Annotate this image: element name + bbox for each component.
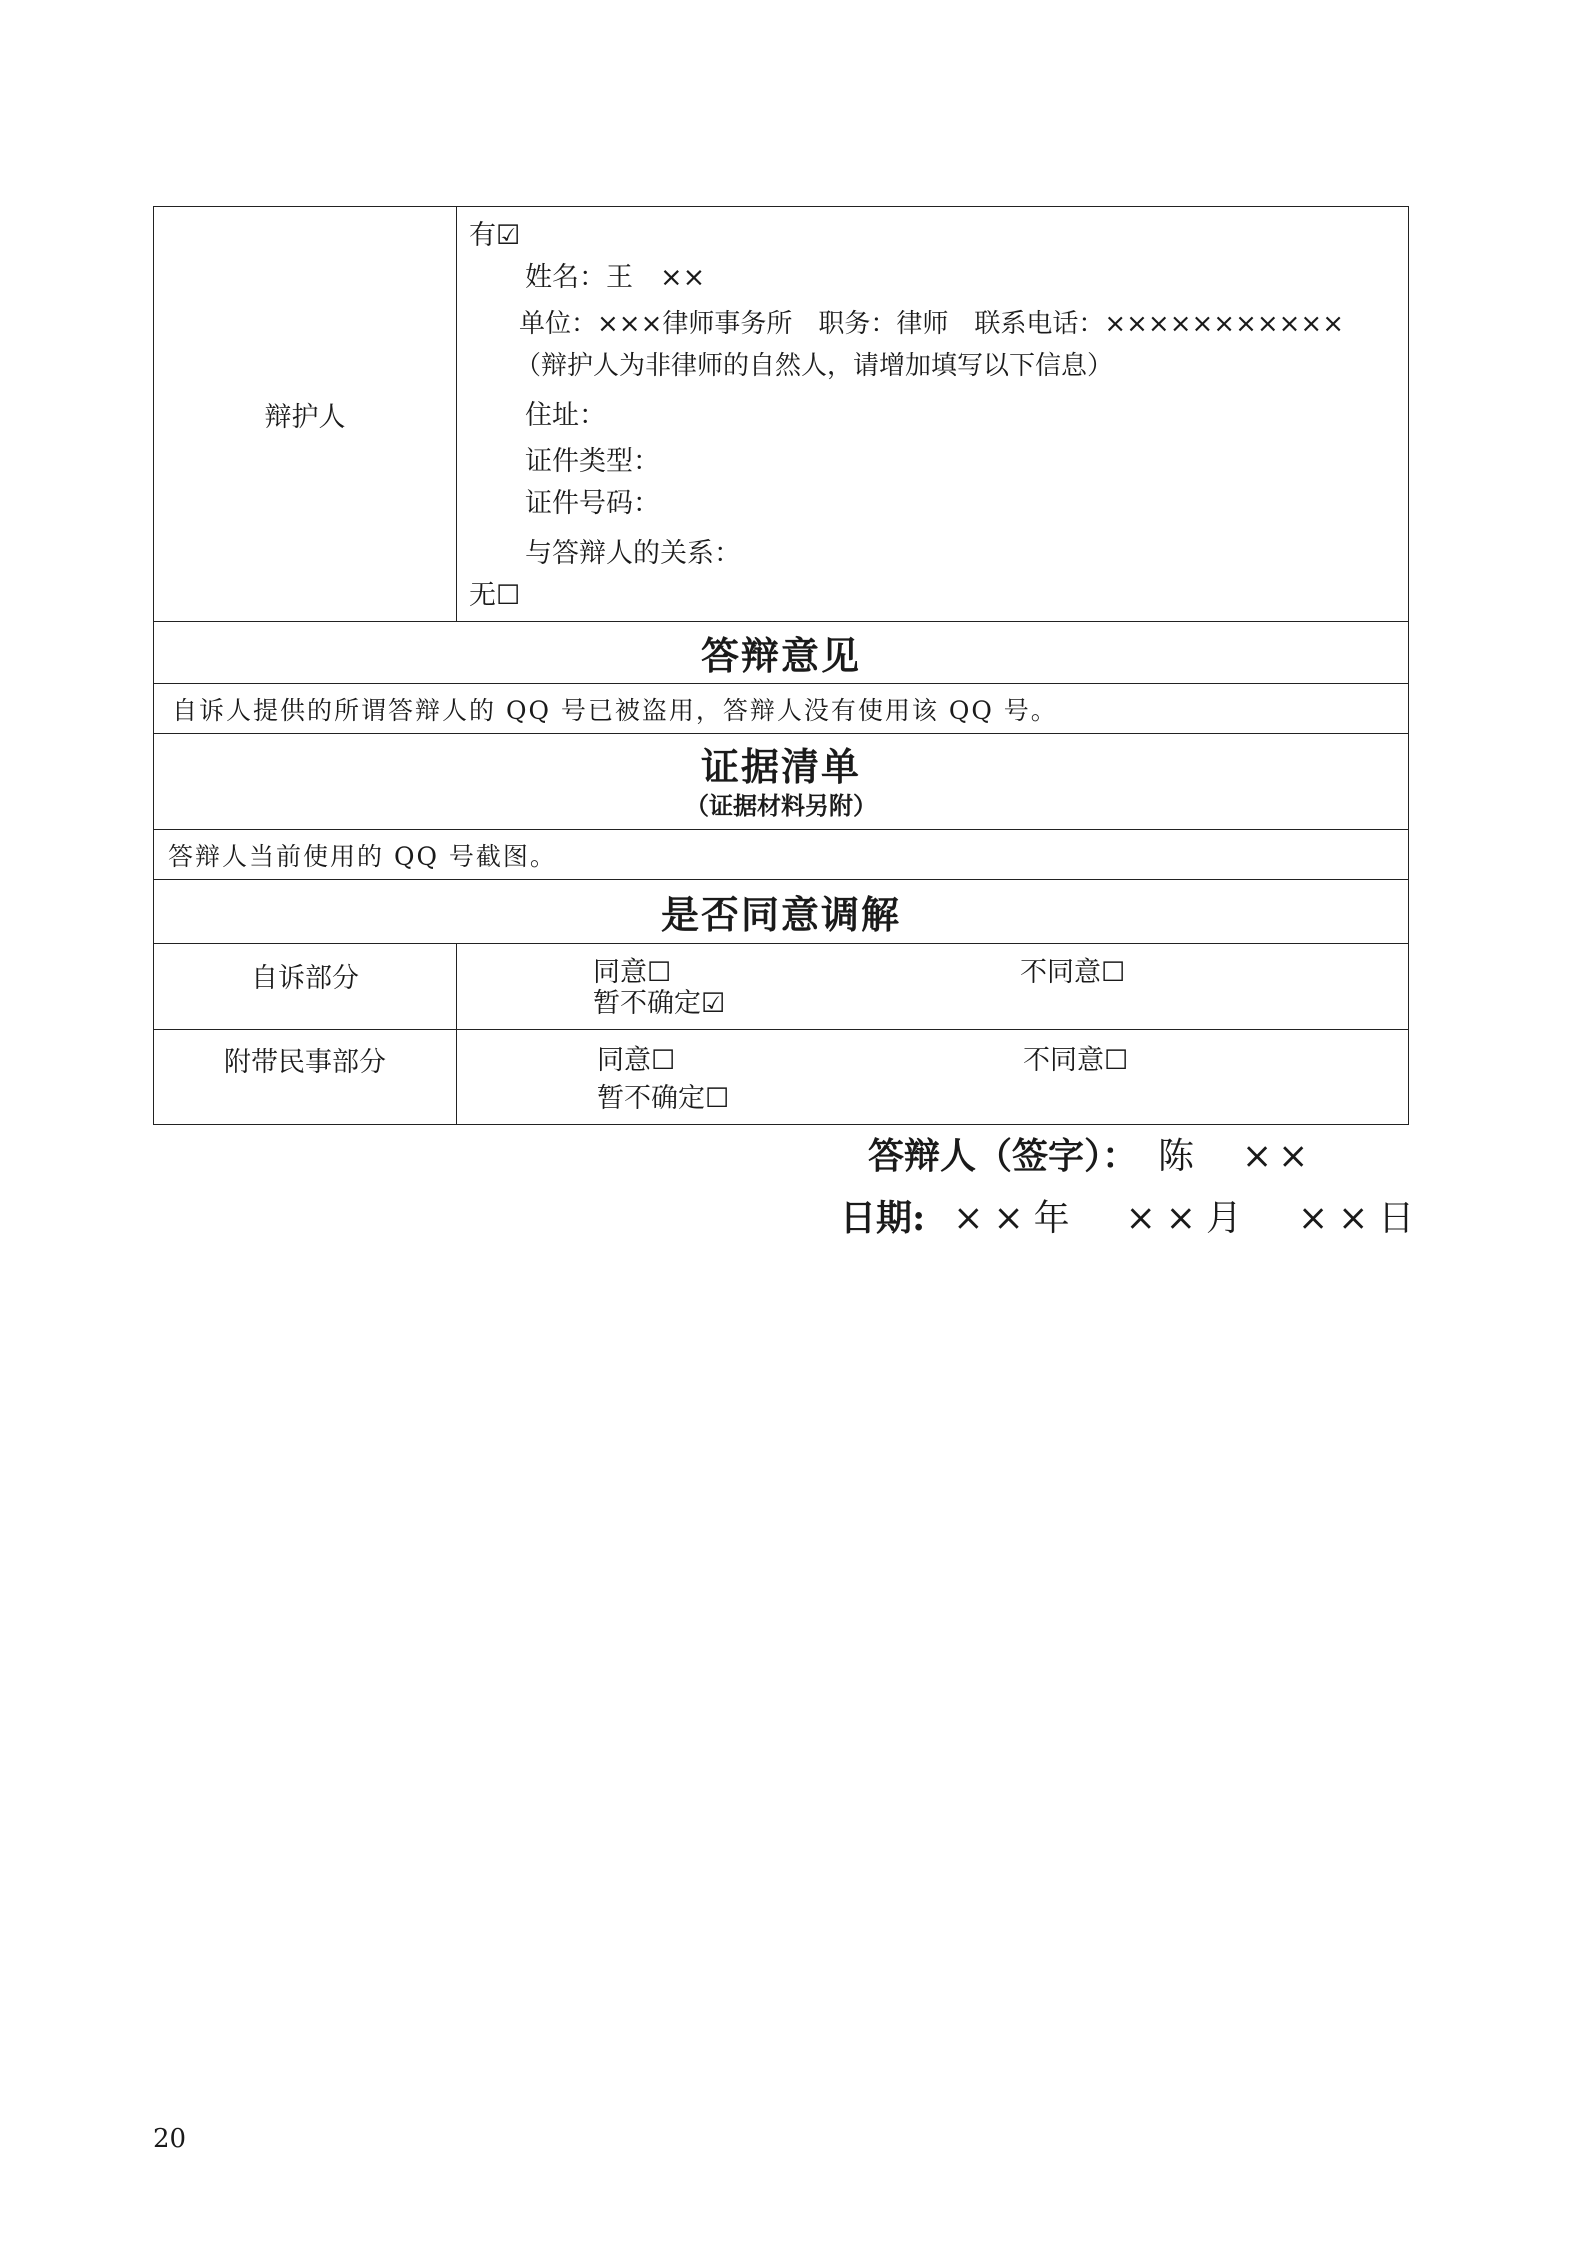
has-defender-checkbox[interactable]: ☑ (496, 220, 521, 251)
defender-id-type: 证件类型： (525, 446, 660, 477)
mediation-title-row (154, 880, 1409, 944)
opinion-text: 自诉人提供的所谓答辩人的 QQ 号已被盗用，答辩人没有使用该 QQ 号。 (154, 684, 1409, 734)
mediation-civil-options (457, 1030, 1409, 1125)
evidence-text-row (154, 830, 1409, 880)
defender-name: 姓名：王 ×× (525, 262, 706, 293)
defender-label: 辩护人 (154, 207, 457, 622)
defender-unit: 单位：×××律师事务所 职务：律师 联系电话：××××××××××× (519, 309, 1344, 339)
private-disagree-checkbox[interactable]: 不同意☐ (1020, 957, 1126, 988)
civil-agree-checkbox[interactable]: 同意☐ (597, 1045, 676, 1076)
evidence-title: 证据清单 (700, 743, 861, 789)
defender-note: （辩护人为非律师的自然人，请增加填写以下信息） (515, 351, 1114, 381)
date-value: ××年 ××月 ××日 (953, 1198, 1425, 1239)
mediation-private-label: 自诉部分 (154, 944, 457, 1030)
evidence-text: 答辩人当前使用的 QQ 号截图。 (154, 830, 1409, 880)
opinion-title: 答辩意见 (154, 622, 1409, 684)
mediation-title: 是否同意调解 (154, 880, 1409, 944)
opinion-title-row (154, 622, 1409, 684)
civil-disagree-checkbox[interactable]: 不同意☐ (1023, 1045, 1129, 1076)
signer-label: 答辩人（签字）： (868, 1135, 1139, 1177)
defender-address: 住址： (525, 400, 606, 431)
has-defender-label: 有 (469, 220, 496, 251)
evidence-title-row (154, 734, 1409, 830)
mediation-private-options (457, 944, 1409, 1030)
defender-details (457, 207, 1409, 622)
date-line (840, 1190, 1424, 1241)
mediation-row-civil (154, 1030, 1409, 1125)
mediation-row-private (154, 944, 1409, 1030)
page-number: 20 (153, 2124, 187, 2154)
defender-relation: 与答辩人的关系： (525, 538, 741, 569)
no-defender-option[interactable] (469, 573, 520, 612)
evidence-subtitle: （证据材料另附） (685, 791, 877, 820)
date-label: 日期: (840, 1197, 926, 1239)
evidence-title-cell (154, 734, 1409, 830)
signer-line (868, 1128, 1314, 1179)
no-defender-checkbox[interactable]: ☐ (496, 580, 521, 611)
signer-value: 陈 ×× (1158, 1136, 1315, 1177)
mediation-civil-label: 附带民事部分 (154, 1030, 457, 1125)
no-defender-label: 无 (469, 580, 496, 611)
private-unsure-checkbox[interactable]: 暂不确定☑ (593, 988, 726, 1019)
defense-form-table (153, 206, 1409, 1125)
defender-row (154, 207, 1409, 622)
opinion-text-row (154, 684, 1409, 734)
private-agree-checkbox[interactable]: 同意☐ (593, 957, 672, 988)
civil-unsure-checkbox[interactable]: 暂不确定☐ (597, 1083, 730, 1114)
has-defender-option[interactable] (469, 213, 520, 252)
defender-id-number: 证件号码： (525, 488, 660, 519)
